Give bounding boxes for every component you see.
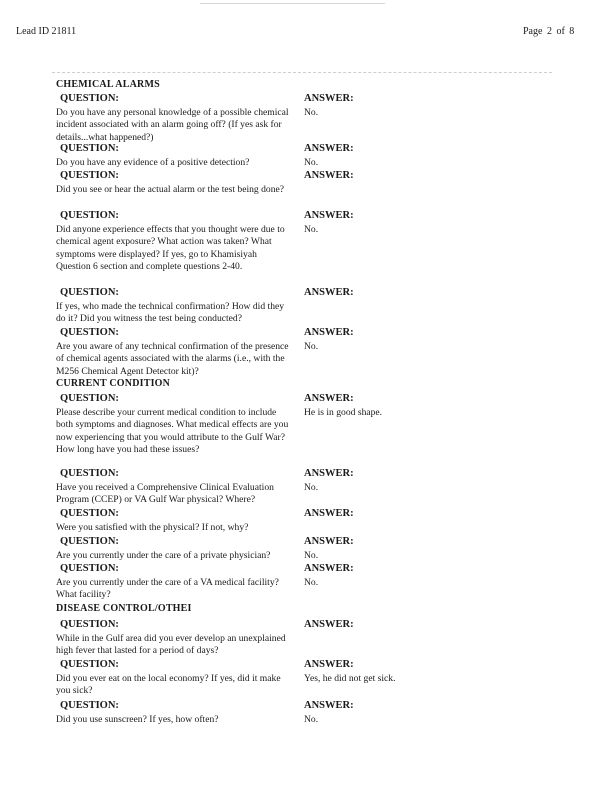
question-label: QUESTION: bbox=[60, 210, 119, 221]
page-number: Page 2 of 8 bbox=[523, 26, 575, 37]
answer-text: No. bbox=[304, 577, 319, 588]
answer-text: No. bbox=[304, 224, 319, 235]
answer-text: He is in good shape. bbox=[304, 407, 383, 418]
answer-label: ANSWER: bbox=[304, 536, 354, 547]
section-title-disease-control: DISEASE CONTROL/OTHEI bbox=[56, 603, 192, 614]
question-text: Do you have any evidence of a positive detection? bbox=[56, 157, 250, 168]
question-text: Did you use sunscreen? If yes, how often? bbox=[56, 714, 219, 725]
answer-label: ANSWER: bbox=[304, 619, 354, 630]
answer-label: ANSWER: bbox=[304, 327, 354, 338]
question-text: Please describe your current medical condition to include both symptoms and diagnoses. What medical effects are you now experiencing that you would attribute to the Gulf War? How long have you had these issues? bbox=[56, 407, 289, 455]
question-label: QUESTION: bbox=[60, 468, 119, 479]
answer-label: ANSWER: bbox=[304, 93, 354, 104]
section-divider bbox=[52, 72, 552, 73]
answer-label: ANSWER: bbox=[304, 468, 354, 479]
answer-label: ANSWER: bbox=[304, 143, 354, 154]
answer-label: ANSWER: bbox=[304, 700, 354, 711]
question-text: Are you currently under the care of a VA medical facility? What facility? bbox=[56, 577, 279, 601]
answer-text: No. bbox=[304, 341, 319, 352]
question-text: Do you have any personal knowledge of a possible chemical incident associated with an alarm going off? (If yes ask for details...what happened?) bbox=[56, 107, 289, 143]
answer-text: No. bbox=[304, 157, 319, 168]
question-text: While in the Gulf area did you ever develop an unexplained high fever that lasted for a period of days? bbox=[56, 633, 286, 657]
answer-label: ANSWER: bbox=[304, 287, 354, 298]
answer-label: ANSWER: bbox=[304, 563, 354, 574]
answer-label: ANSWER: bbox=[304, 393, 354, 404]
answer-text: No. bbox=[304, 107, 319, 118]
question-text: Have you received a Comprehensive Clinical Evaluation Program (CCEP) or VA Gulf War physical? Where? bbox=[56, 482, 274, 506]
answer-text: No. bbox=[304, 482, 319, 493]
answer-label: ANSWER: bbox=[304, 508, 354, 519]
question-label: QUESTION: bbox=[60, 619, 119, 630]
question-text: Are you currently under the care of a private physician? bbox=[56, 550, 271, 561]
question-label: QUESTION: bbox=[60, 93, 119, 104]
answer-label: ANSWER: bbox=[304, 170, 354, 181]
question-label: QUESTION: bbox=[60, 393, 119, 404]
section-title-current-condition: CURRENT CONDITION bbox=[56, 378, 171, 389]
question-text: Did anyone experience effects that you thought were due to chemical agent exposure? What action was taken? What symptoms were displayed? If yes, go to Khamisiyah Question 6 section and complete questions 2-40. bbox=[56, 224, 285, 272]
question-text: Did you see or hear the actual alarm or the test being done? bbox=[56, 184, 285, 195]
question-label: QUESTION: bbox=[60, 287, 119, 298]
section-title-chemical-alarms: CHEMICAL ALARMS bbox=[56, 79, 160, 90]
question-label: QUESTION: bbox=[60, 327, 119, 338]
question-label: QUESTION: bbox=[60, 700, 119, 711]
question-text: Did you ever eat on the local economy? If yes, did it make you sick? bbox=[56, 673, 281, 697]
question-label: QUESTION: bbox=[60, 659, 119, 670]
question-label: QUESTION: bbox=[60, 536, 119, 547]
top-rule bbox=[200, 3, 385, 4]
question-label: QUESTION: bbox=[60, 508, 119, 519]
answer-label: ANSWER: bbox=[304, 210, 354, 221]
question-text: Are you aware of any technical confirmation of the presence of chemical agents associated with the alarms (i.e., with the M256 Chemical Agent Detector kit)? bbox=[56, 341, 289, 377]
answer-text: Yes, he did not get sick. bbox=[304, 673, 396, 684]
question-label: QUESTION: bbox=[60, 170, 119, 181]
lead-id: Lead ID 21811 bbox=[16, 26, 77, 37]
answer-label: ANSWER: bbox=[304, 659, 354, 670]
question-text: Were you satisfied with the physical? If not, why? bbox=[56, 522, 249, 533]
answer-text: No. bbox=[304, 550, 319, 561]
question-text: If yes, who made the technical confirmation? How did they do it? Did you witness the test being conducted? bbox=[56, 301, 285, 325]
question-label: QUESTION: bbox=[60, 143, 119, 154]
question-label: QUESTION: bbox=[60, 563, 119, 574]
answer-text: No. bbox=[304, 714, 319, 725]
